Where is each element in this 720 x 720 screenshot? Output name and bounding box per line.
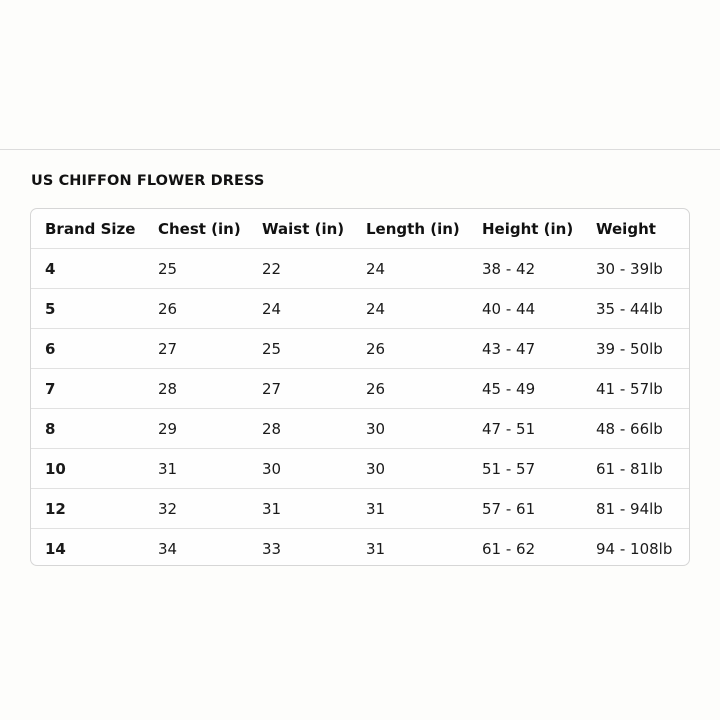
- cell-chest: 29: [144, 409, 248, 449]
- cell-chest: 34: [158, 539, 178, 558]
- cell-length: 26: [352, 369, 468, 409]
- cell-length: 31: [352, 489, 468, 529]
- cell-chest: 27: [144, 329, 248, 369]
- cell-height: 43 - 47: [468, 329, 582, 369]
- cell-waist: 33: [262, 539, 282, 558]
- cell-length: 31: [366, 539, 386, 558]
- table-row: [31, 369, 690, 409]
- table-row: [31, 409, 690, 449]
- header-weight: Weight: [582, 209, 690, 249]
- cell-brand-size: 4: [31, 249, 144, 289]
- cell-height: 45 - 49: [468, 369, 582, 409]
- cell-weight: 94 - 108lb: [596, 539, 673, 558]
- cell-brand-size: 12: [31, 489, 144, 529]
- cell-waist: 25: [248, 329, 352, 369]
- cell-brand-size: 8: [31, 409, 144, 449]
- cell-height: 40 - 44: [468, 289, 582, 329]
- header-length: Length (in): [352, 209, 468, 249]
- cell-weight: 48 - 66lb: [582, 409, 690, 449]
- page-title: US CHIFFON FLOWER DRESS: [31, 173, 265, 189]
- header-chest: Chest (in): [144, 209, 248, 249]
- cell-chest: 28: [144, 369, 248, 409]
- cell-chest: 31: [144, 449, 248, 489]
- cell-chest: 32: [144, 489, 248, 529]
- table-row: [31, 489, 690, 529]
- cell-waist: 27: [248, 369, 352, 409]
- cell-length: 26: [352, 329, 468, 369]
- cell-height: 47 - 51: [468, 409, 582, 449]
- cell-length: 24: [352, 289, 468, 329]
- header-height: Height (in): [468, 209, 582, 249]
- cell-brand-size: 6: [31, 329, 144, 369]
- table-row: [31, 249, 690, 289]
- cell-height: 57 - 61: [468, 489, 582, 529]
- cell-waist: 28: [248, 409, 352, 449]
- cell-brand-size: 10: [31, 449, 144, 489]
- table-body: [31, 249, 690, 567]
- size-table: [31, 209, 690, 566]
- cell-weight: 81 - 94lb: [582, 489, 690, 529]
- cell-length: 30: [352, 409, 468, 449]
- cell-weight: 41 - 57lb: [582, 369, 690, 409]
- header-row: [31, 209, 690, 249]
- table-row: [31, 449, 690, 489]
- cell-waist: 31: [248, 489, 352, 529]
- cell-chest: 26: [144, 289, 248, 329]
- cell-waist: 30: [248, 449, 352, 489]
- cell-weight: 30 - 39lb: [582, 249, 690, 289]
- section-divider: [0, 149, 720, 150]
- cell-height: 38 - 42: [468, 249, 582, 289]
- cell-length: 24: [352, 249, 468, 289]
- cell-brand-size: 5: [31, 289, 144, 329]
- cell-brand-size: 7: [31, 369, 144, 409]
- cell-chest: 25: [144, 249, 248, 289]
- table-row: [31, 329, 690, 369]
- cell-brand-size: 14: [45, 539, 66, 558]
- cell-weight: 39 - 50lb: [582, 329, 690, 369]
- table-row: [31, 529, 690, 567]
- cell-waist: 24: [248, 289, 352, 329]
- cell-height: 61 - 62: [482, 539, 536, 558]
- cell-weight: 35 - 44lb: [582, 289, 690, 329]
- cell-weight: 61 - 81lb: [582, 449, 690, 489]
- cell-height: 51 - 57: [468, 449, 582, 489]
- cell-waist: 22: [248, 249, 352, 289]
- header-waist: Waist (in): [248, 209, 352, 249]
- table-row: [31, 289, 690, 329]
- header-brand-size: Brand Size: [31, 209, 144, 249]
- size-chart-table: [30, 208, 690, 566]
- cell-length: 30: [352, 449, 468, 489]
